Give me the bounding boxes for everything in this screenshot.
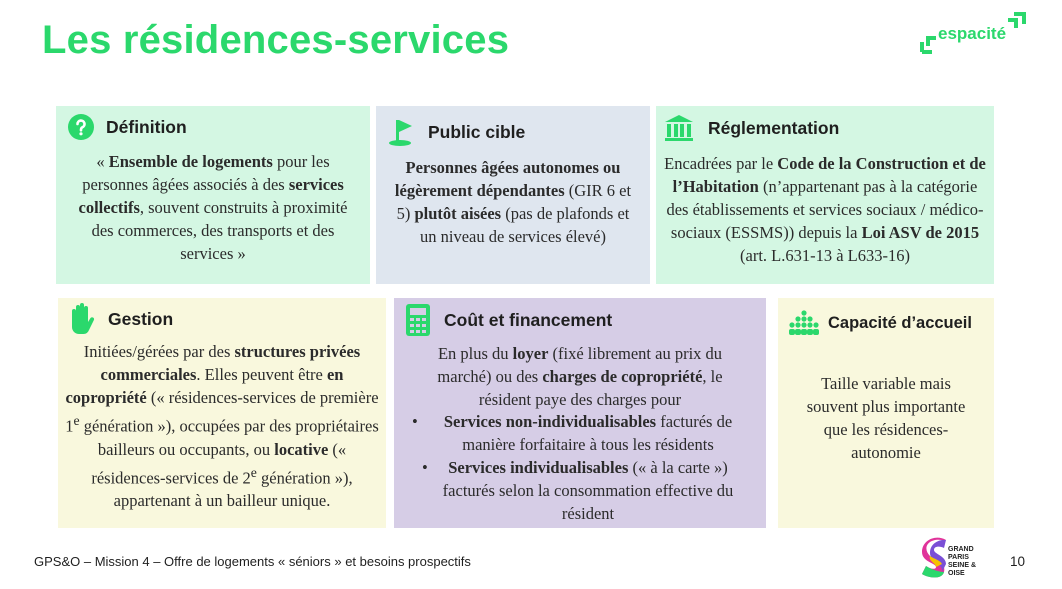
card-gestion [58, 298, 386, 528]
body-text: , le résident paye des charges pour [478, 367, 723, 409]
bullet-dot-icon: • [422, 458, 428, 477]
body-text: Encadrées par le [664, 154, 778, 173]
cost-bullet-item [408, 410, 754, 456]
body-text: facturés de manière forfaitaire à tous les résidents [462, 412, 733, 454]
emphasis-text: plutôt aisées [414, 204, 502, 223]
card-gestion-title: Gestion [108, 308, 174, 329]
emphasis-text: Code de la Construction et de l’Habitation [672, 154, 986, 196]
body-text: Taille variable mais souvent plus importante que les résidences-autonomie [806, 374, 966, 462]
emphasis-text: Personnes âgées autonomes ou légèrement dépendantes [394, 158, 621, 200]
card-reglementation [656, 106, 994, 284]
body-text: (n’appartenant pas à la catégorie des établissements et services sociaux / médico-sociaux (ESSMS)) depuis la [666, 177, 984, 242]
partner-name: GRAND PARIS SEINE & OISE [948, 546, 977, 577]
bullet-dot-icon: • [412, 412, 418, 431]
card-cout-header [406, 304, 612, 336]
emphasis-text: services collectifs [78, 175, 344, 217]
card-gestion-text: Initiées/gérées par des structures privées commerciales. Elles peuvent être en copropriété (« résidences-services de première 1e génération »), occupées par des propriétaires bailleurs ou occupants, ou locative (« résidences-services de 2e génération »), appartenant à un bailleur unique. [65, 342, 379, 510]
page-number: 10 [1010, 554, 1026, 569]
body-text: En plus du [437, 344, 513, 363]
body-text: , souvent construits à proximité des commerces, des transports et des services » [91, 198, 348, 263]
card-public-cible [376, 106, 650, 284]
body-text: (art. L.631-13 à L633-16) [740, 246, 910, 265]
emphasis-text: loyer [512, 344, 549, 363]
card-capacite-text [806, 372, 966, 464]
emphasis-text: Services non-individualisables [443, 412, 657, 431]
card-public-header [388, 118, 525, 146]
body-text: (pas de plafonds et un niveau de services élevé) [420, 204, 630, 246]
golf-flag-icon [388, 118, 416, 146]
emphasis-text: charges de copropriété [542, 367, 703, 386]
card-cout-financement [394, 298, 766, 528]
card-reglementation-text [662, 152, 988, 267]
calculator-icon [406, 304, 430, 336]
card-cout-bullets [408, 410, 754, 525]
bullet-text [444, 412, 732, 454]
card-reglementation-header [664, 114, 839, 142]
brand-name: espacité [938, 24, 1007, 43]
body-text: « [96, 152, 109, 171]
bullet-text [443, 458, 734, 523]
cost-bullet-item [408, 456, 754, 525]
card-capacite-title: Capacité d’accueil [828, 313, 972, 332]
emphasis-text: Services individualisables [448, 458, 629, 477]
people-group-icon [788, 310, 820, 336]
card-definition-header [68, 114, 187, 140]
card-cout-title: Coût et financement [444, 309, 613, 330]
card-definition [56, 106, 370, 284]
institution-icon [664, 114, 694, 142]
card-capacite-header [788, 310, 972, 336]
card-definition-text [72, 150, 354, 265]
emphasis-text: Loi ASV de 2015 [861, 223, 980, 242]
hand-icon [66, 302, 98, 336]
body-text: (GIR 6 et 5) [396, 181, 632, 223]
card-reglementation-title: Réglementation [708, 117, 840, 138]
card-public-title: Public cible [428, 121, 526, 142]
question-icon [68, 114, 94, 140]
body-text: (« à la carte ») facturés selon la consommation effective du résident [442, 458, 734, 523]
card-public-text [390, 156, 636, 248]
body-text: pour les personnes âgées associés à des [82, 152, 330, 194]
page-title: Les résidences-services [42, 18, 510, 62]
emphasis-text: Ensemble de logements [108, 152, 273, 171]
card-definition-title: Définition [106, 116, 187, 137]
card-gestion-header [66, 302, 173, 336]
card-cout-intro [412, 342, 748, 411]
body-text: (fixé librement au prix du marché) ou des [437, 344, 723, 386]
espacite-logo [918, 10, 1036, 58]
card-capacite [778, 298, 994, 528]
gpso-logo [918, 536, 984, 582]
footer-text: GPS&O – Mission 4 – Offre de logements « séniors » et besoins prospectifs [34, 554, 471, 569]
